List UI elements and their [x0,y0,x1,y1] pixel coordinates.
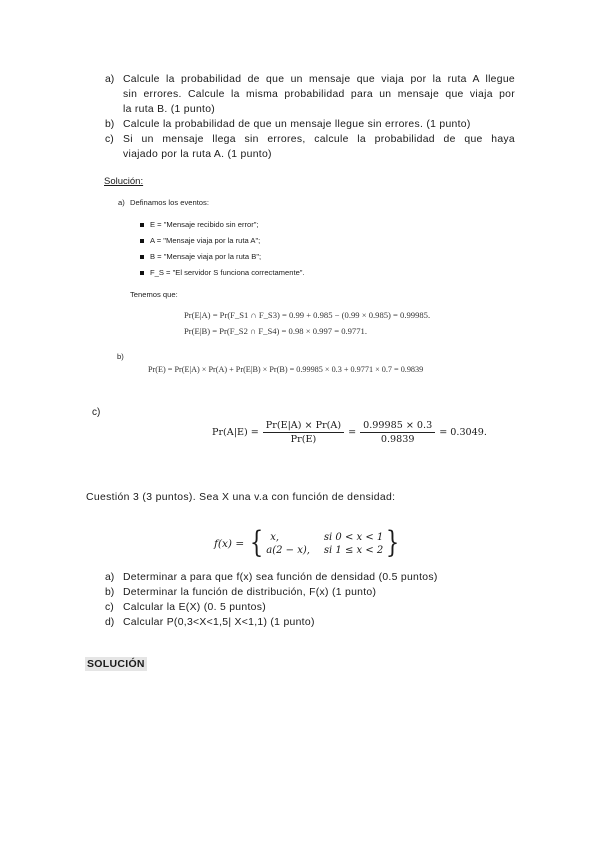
equation-a2: Pr(E|B) = Pr(F_S2 ∩ F_S4) = 0.98 × 0.997 = 0.9771. [184,326,367,336]
event-item: F_S = "El servidor S funciona correctamente". [140,268,305,277]
item-label: c) [105,602,114,613]
tenemos-text: Tenemos que: [130,290,178,299]
case1-expr: x, [270,532,280,543]
right-brace: } [386,525,400,560]
solucion-heading: SOLUCIÓN [87,658,145,670]
part-c-label: c) [92,407,101,418]
item-text: Calcular P(0,3<X<1,5| X<1,1) (1 punto) [123,617,315,628]
equation-c-result: = 0.3049. [439,427,487,438]
left-brace: { [250,525,264,560]
fraction-1 [263,420,344,445]
part-a-label: a) [118,198,125,207]
case2-cond: si 1 ≤ x < 2 [323,545,384,556]
equation-a1: Pr(E|A) = Pr(F_S1 ∩ F_S3) = 0.99 + 0.985 − (0.99 × 0.985) = 0.99985. [184,310,431,320]
question-b-line1: Calcule la probabilidad de que un mensaje llegue sin errores. (1 punto) [123,119,471,130]
case2-expr: a(2 − x), [266,545,310,556]
event-item: E = "Mensaje recibido sin error"; [140,220,259,229]
question-a-line1: Calcule la probabilidad de que un mensaje que viaja por la ruta A llegue [123,74,515,85]
item-text: Calcular la E(X) (0. 5 puntos) [123,602,266,613]
solution-title: Solución: [104,176,144,187]
equation-c-lhs: Pr(A|E) = [212,427,259,438]
question-c-line1: Si un mensaje llega sin errores, calcule la probabilidad de que haya [123,134,515,145]
equation-c-eq: = [348,427,357,438]
item-label: a) [105,572,115,583]
case1-cond: si 0 < x < 1 [323,532,384,543]
item-text: Determinar la función de distribución, F(x) (1 punto) [123,587,377,598]
question-c-line2: viajado por la ruta A. (1 punto) [123,149,272,160]
density-function [214,525,402,560]
event-item: B = "Mensaje viaja por la ruta B"; [140,252,261,261]
equation-c [212,420,487,445]
fx-label: f(x) = [214,538,245,550]
fraction-2 [360,420,435,445]
question-b-label: b) [105,119,115,130]
fraction-1-den: Pr(E) [290,434,317,445]
piecewise-cases [266,532,383,556]
part-b-label: b) [117,352,124,361]
item-label: d) [105,617,115,628]
question-a-line3: la ruta B. (1 punto) [123,104,216,115]
question-c-label: c) [105,134,114,145]
question-a-line2: sin errores. Calcule la misma probabilidad para un mensaje que viaja por [123,89,515,100]
part-a-intro: Definamos los eventos: [130,198,209,207]
item-text: Determinar a para que f(x) sea función de densidad (0.5 puntos) [123,572,438,583]
fraction-2-num: 0.99985 × 0.3 [360,420,435,433]
equation-b: Pr(E) = Pr(E|A) × Pr(A) + Pr(E|B) × Pr(B) = 0.99985 × 0.3 + 0.9771 × 0.7 = 0.9839 [148,365,424,374]
cuestion3-title: Cuestión 3 (3 puntos). Sea X una v.a con función de densidad: [86,492,396,503]
question-a-label: a) [105,74,115,85]
fraction-1-num: Pr(E|A) × Pr(A) [263,420,344,433]
event-item: A = "Mensaje viaja por la ruta A"; [140,236,260,245]
item-label: b) [105,587,115,598]
fraction-2-den: 0.9839 [380,434,415,445]
